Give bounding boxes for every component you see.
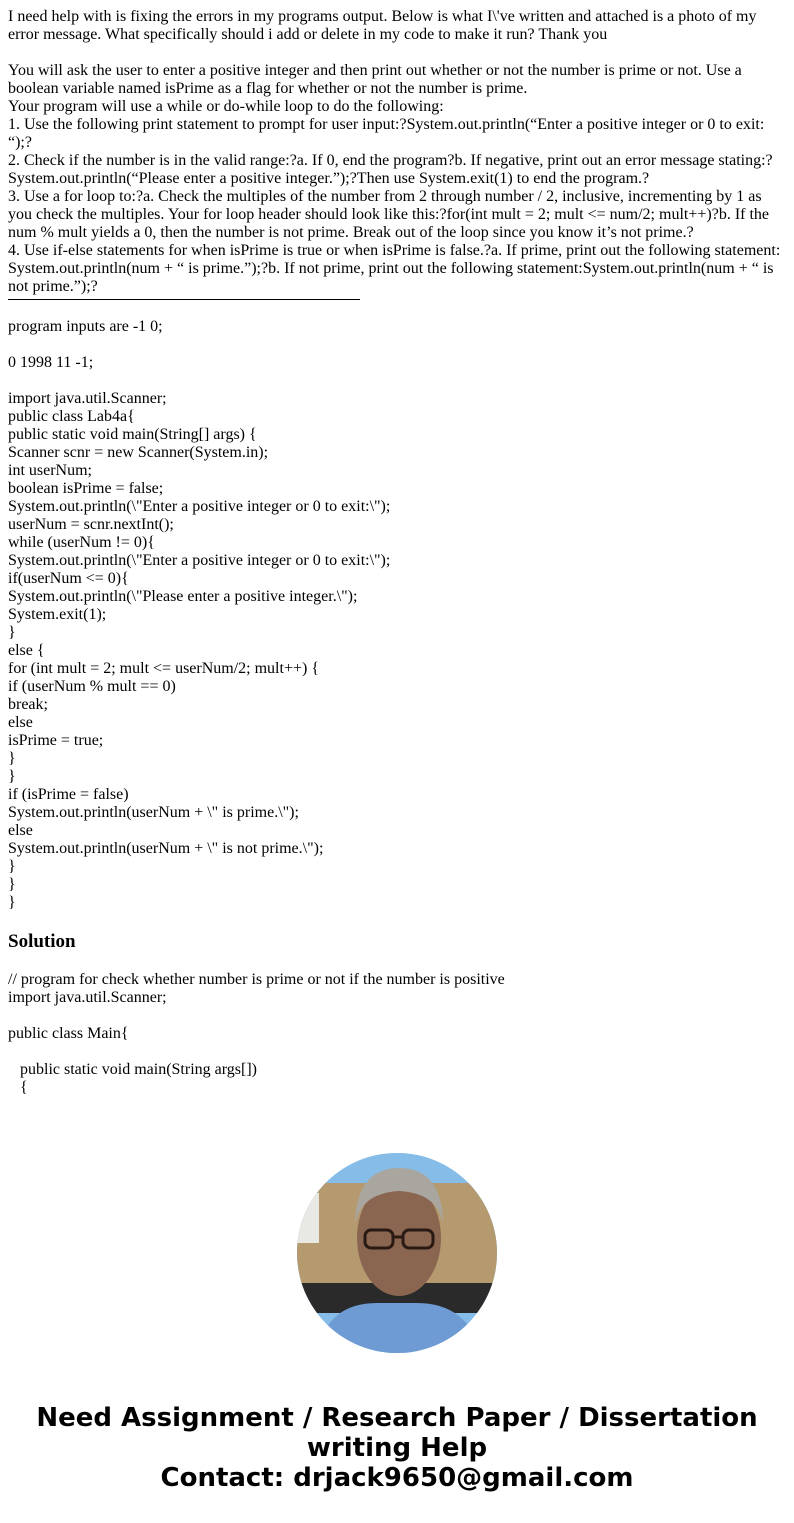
- code-line: import java.util.Scanner;: [8, 390, 167, 407]
- question-intro: I need help with is fixing the errors in my programs output. Below is what I\'ve written and attached is a photo of my error message. What specifically should i add or delete in my code to make it run? Thank you: [8, 8, 757, 43]
- code-line: isPrime = true;: [8, 732, 104, 749]
- code-line: }: [8, 768, 16, 785]
- code-line: System.exit(1);: [8, 606, 107, 623]
- program-inputs-2: 0 1998 11 -1;: [8, 354, 94, 371]
- code-line: import java.util.Scanner;: [8, 989, 167, 1006]
- code-line: [8, 1007, 786, 1025]
- promo-contact: Contact: drjack9650@gmail.com: [160, 1463, 634, 1493]
- code-line: Scanner scnr = new Scanner(System.in);: [8, 444, 269, 461]
- code-line: else {: [8, 642, 45, 659]
- code-line: else: [8, 822, 33, 839]
- code-line: }: [8, 750, 16, 767]
- task-paragraph: 2. Check if the number is in the valid range:?a. If 0, end the program?b. If negative, print out an error message stating:?System.out.println(“Please enter a positive integer.”);?Then use System.exit(1) to end the program.?: [8, 152, 773, 187]
- task-paragraph: 3. Use a for loop to:?a. Check the multiples of the number from 2 through number / 2, inclusive, incrementing by 1 as you check the multiples. Your for loop header should look like this:?for(int mult = 2; mult <= num/2; mult++)?b. If the num % mult yields a 0, then the number is not prime. Break out of the loop since you know it’s not prime.?: [8, 188, 770, 241]
- code-line: System.out.println(\"Enter a positive integer or 0 to exit:\");: [8, 552, 391, 569]
- code-line: if (userNum % mult == 0): [8, 678, 176, 695]
- code-line: public class Lab4a{: [8, 408, 135, 425]
- code-line: System.out.println(userNum + \" is not prime.\");: [8, 840, 324, 857]
- code-line: [8, 1043, 786, 1061]
- code-line: else: [8, 714, 33, 731]
- promo-line-1: Need Assignment / Research Paper / Dissertation: [36, 1403, 758, 1433]
- program-inputs-1: program inputs are -1 0;: [8, 318, 163, 335]
- code-line: }: [8, 894, 16, 911]
- code-line: boolean isPrime = false;: [8, 480, 164, 497]
- task-paragraph: You will ask the user to enter a positive integer and then print out whether or not the number is prime or not. Use a boolean variable named isPrime as a flag for whether or not the number is prime.: [8, 62, 742, 97]
- code-line: if (isPrime = false): [8, 786, 129, 803]
- code-line: if(userNum <= 0){: [8, 570, 129, 587]
- code-line: break;: [8, 696, 48, 713]
- task-paragraph: Your program will use a while or do-while loop to do the following:: [8, 98, 444, 115]
- task-description: [8, 62, 786, 296]
- solution-code: [8, 971, 786, 1097]
- code-line: userNum = scnr.nextInt();: [8, 516, 174, 533]
- code-line: // program for check whether number is prime or not if the number is positive: [8, 971, 505, 988]
- task-paragraph: 1. Use the following print statement to prompt for user input:?System.out.println(“Enter a positive integer or 0 to exit: “);?: [8, 116, 765, 151]
- code-line: int userNum;: [8, 462, 92, 479]
- code-line: public static void main(String[] args) {: [8, 426, 257, 443]
- code-line: }: [8, 876, 16, 893]
- code-line: System.out.println(userNum + \" is prime.\");: [8, 804, 299, 821]
- code-line: }: [8, 858, 16, 875]
- code-line: while (userNum != 0){: [8, 534, 155, 551]
- code-line: {: [8, 1079, 28, 1096]
- code-line: System.out.println(\"Enter a positive integer or 0 to exit:\");: [8, 498, 391, 515]
- question-code: [8, 390, 786, 912]
- promo-line-2: writing Help: [306, 1433, 488, 1463]
- code-line: public static void main(String args[]): [8, 1061, 257, 1078]
- promo-footer: [0, 1403, 794, 1493]
- code-line: System.out.println(\"Please enter a positive integer.\");: [8, 588, 358, 605]
- author-avatar: [297, 1153, 497, 1353]
- code-line: public class Main{: [8, 1025, 129, 1042]
- code-line: for (int mult = 2; mult <= userNum/2; mult++) {: [8, 660, 319, 677]
- code-line: }: [8, 624, 16, 641]
- task-paragraph: 4. Use if-else statements for when isPrime is true or when isPrime is false.?a. If prime, print out the following statement: System.out.println(num + “ is prime.”);?b. If not prime, print out the following statement:System.out.println(num + “ is not prime.”);?: [8, 242, 781, 295]
- solution-heading: Solution: [8, 931, 76, 952]
